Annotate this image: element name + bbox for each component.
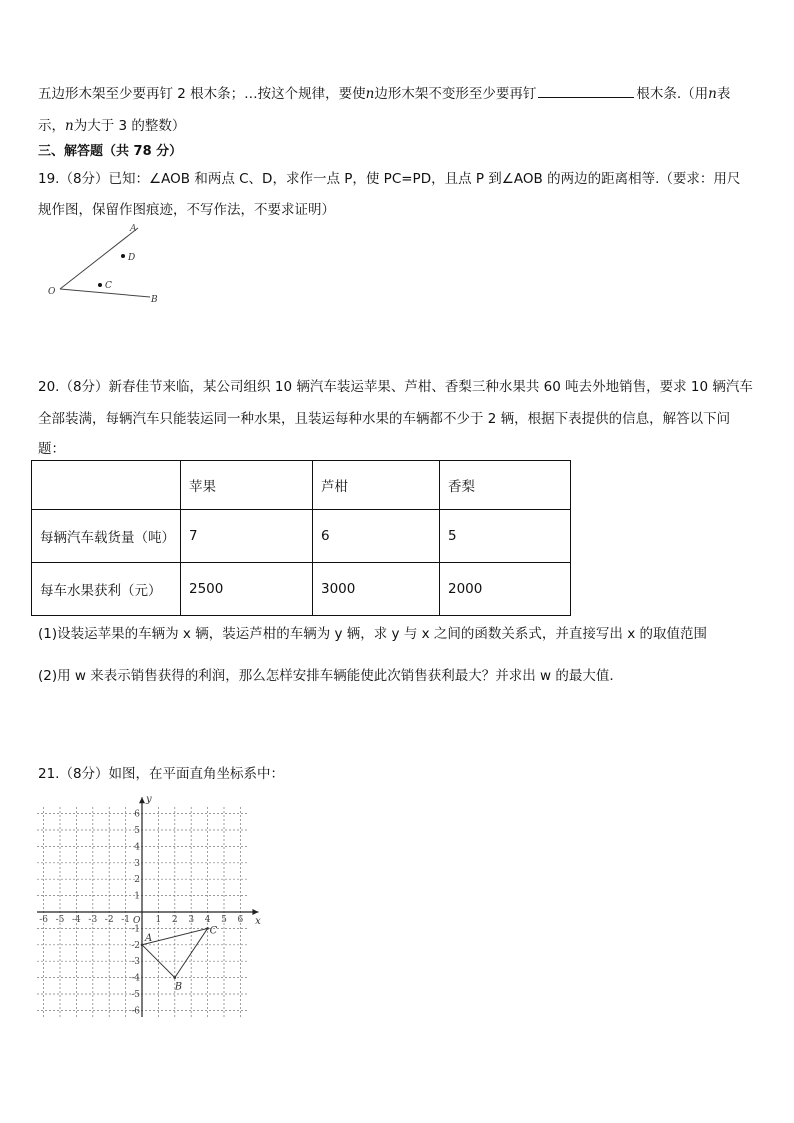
table-row xyxy=(32,510,571,563)
table-cell: 6 xyxy=(313,510,440,563)
x-tick-label: 6 xyxy=(237,915,244,925)
table-cell: 7 xyxy=(181,510,313,563)
y-axis-arrow xyxy=(139,797,145,803)
y-tick-label: 2 xyxy=(134,875,140,886)
y-tick-label: -1 xyxy=(131,924,140,935)
origin-label: O xyxy=(133,916,141,926)
table-cell: 5 xyxy=(440,510,571,563)
y-tick-label: 3 xyxy=(134,858,140,869)
q20-line3: 题： xyxy=(38,441,65,457)
label-c: C xyxy=(105,281,112,291)
answer-blank[interactable] xyxy=(538,85,634,98)
y-tick-label: 5 xyxy=(134,826,140,836)
table-row xyxy=(32,563,571,616)
q20-sub1: (1)设装运苹果的车辆为 x 辆，装运芦柑的车辆为 y 辆，求 y 与 x 之间的函数关系式，并直接写出 x 的取值范围 xyxy=(38,626,707,642)
point-b xyxy=(174,976,177,979)
q20-line2: 全部装满，每辆汽车只能装运同一种水果，且装运每种水果的车辆都不少于 2 辆，根据下表提供的信息，解答以下问 xyxy=(38,411,731,427)
point-c xyxy=(98,283,102,287)
y-tick-label: 1 xyxy=(134,891,140,902)
label-b: B xyxy=(151,295,158,305)
table-cell: 每辆汽车载货量（吨） xyxy=(32,510,181,563)
label-a: A xyxy=(130,224,137,234)
table-cell: 2500 xyxy=(181,563,313,616)
table-header-row xyxy=(32,461,571,510)
y-axis-label: y xyxy=(146,794,152,806)
table-cell: 2000 xyxy=(440,563,571,616)
x-tick-label: 2 xyxy=(171,915,178,925)
y-tick-label: 6 xyxy=(134,809,140,820)
label-point-c: C xyxy=(209,925,218,937)
y-tick-label: -5 xyxy=(131,990,140,1000)
q18-line2 xyxy=(38,114,185,134)
point-a xyxy=(141,944,144,947)
label-o: O xyxy=(48,287,56,297)
q19-line1: 19.（8分）已知：∠AOB 和两点 C、D，求作一点 P，使 PC=PD，且点 P 到∠AOB 的两边的距离相等.（要求：用尺 xyxy=(38,171,741,187)
q20-line1: 20.（8分）新春佳节来临，某公司组织 10 辆汽车装运苹果、芦柑、香梨三种水果共 60 吨去外地销售，要求 10 辆汽车 xyxy=(38,379,753,395)
y-tick-label: -4 xyxy=(131,973,140,984)
table-header-cell: 香梨 xyxy=(440,461,571,510)
x-tick-label: 1 xyxy=(155,915,162,925)
x-tick-label: 5 xyxy=(221,915,227,925)
point-c xyxy=(206,927,209,930)
label-point-a: A xyxy=(145,932,153,944)
x-axis-label: x xyxy=(255,916,261,927)
label-d: D xyxy=(128,253,136,263)
q18-line1 xyxy=(38,82,730,102)
q18-text-c: 根木条.（用 xyxy=(636,86,709,102)
q20-sub2: (2)用 w 来表示销售获得的利润，那么怎样安排车辆能使此次销售获利最大？并求出 w 的最大值. xyxy=(38,668,614,684)
q18-text-f: 为大于 3 的整数） xyxy=(73,118,186,134)
y-tick-label: 4 xyxy=(134,842,140,853)
var-n: n xyxy=(708,86,717,102)
q18-text-d: 表 xyxy=(716,86,731,102)
x-tick-label: -2 xyxy=(104,915,114,925)
var-n: n xyxy=(365,86,375,102)
table-cell: 3000 xyxy=(313,563,440,616)
angle-aob-figure xyxy=(40,218,180,308)
y-tick-label: -3 xyxy=(131,957,140,968)
x-axis-arrow xyxy=(252,909,258,915)
q18-text-a: 五边形木架至少要再钉 2 根木条；…按这个规律，要使 xyxy=(38,86,366,102)
table-header-cell: 苹果 xyxy=(181,461,313,510)
x-tick-label: -5 xyxy=(55,915,65,925)
x-tick-label: 4 xyxy=(204,915,211,925)
q21-line1: 21.（8分）如图，在平面直角坐标系中： xyxy=(38,766,285,782)
label-point-b: B xyxy=(174,981,183,993)
ray-oa xyxy=(60,228,138,289)
y-tick-label: -6 xyxy=(131,1006,140,1017)
x-tick-label: 3 xyxy=(188,915,195,925)
x-tick-label: -4 xyxy=(72,915,81,925)
table-header-cell: 芦柑 xyxy=(313,461,440,510)
x-tick-label: -3 xyxy=(88,915,98,925)
q18-text-e: 示， xyxy=(38,118,65,134)
fruit-table xyxy=(31,460,571,616)
point-d xyxy=(121,254,125,258)
table-cell: 每车水果获利（元） xyxy=(32,563,181,616)
y-tick-label: -2 xyxy=(131,940,140,951)
q18-text-b: 边形木架不变形至少要再钉 xyxy=(374,86,537,102)
x-tick-label: -1 xyxy=(121,915,130,925)
table-cell xyxy=(32,461,181,510)
var-n: n xyxy=(65,118,74,134)
section-title: 三、解答题（共 78 分） xyxy=(38,144,183,159)
x-tick-label: -6 xyxy=(39,915,48,925)
q19-line2: 规作图，保留作图痕迹，不写作法，不要求证明） xyxy=(38,202,335,218)
coordinate-plane xyxy=(36,792,268,1026)
